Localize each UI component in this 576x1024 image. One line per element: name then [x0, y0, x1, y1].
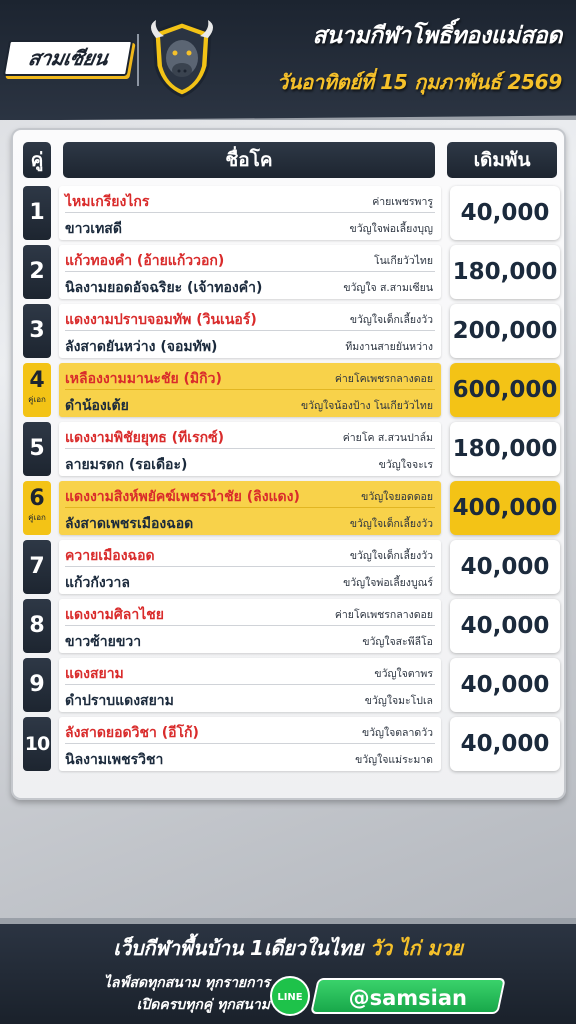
main-event-tag: คู่เอก	[28, 513, 46, 522]
match-number	[23, 717, 51, 771]
bet-amount: 40,000	[450, 658, 560, 712]
blue-bull-name: แก้วกังวาล	[65, 575, 130, 591]
blue-bull-name: ลายมรดก (รอเดือะ)	[65, 457, 188, 473]
blue-bull-camp: ขวัญใจมะโปเล	[364, 695, 433, 707]
match-number-value: 8	[29, 613, 45, 638]
matchup-names	[59, 245, 441, 299]
matchup-names	[59, 422, 441, 476]
red-bull-name: แดงงามปราบจอมทัพ (วินเนอร์)	[65, 312, 257, 328]
blue-bull-camp: ขวัญใจสะพีลีโอ	[362, 636, 433, 648]
bet-amount: 200,000	[450, 304, 560, 358]
match-number	[23, 422, 51, 476]
matchup-names	[59, 599, 441, 653]
red-bull-camp: ขวัญใจเด็กเลี้ยงวัว	[349, 550, 433, 562]
blue-bull-name: ขาวซ้ายขวา	[65, 634, 142, 650]
match-number	[23, 186, 51, 240]
footer-banner	[0, 924, 576, 1024]
matchup-names	[59, 363, 441, 417]
red-corner	[65, 245, 435, 272]
blue-bull-camp: ขวัญใจน้องป้าง โนเกียวัวไทย	[301, 400, 433, 412]
bet-amount: 40,000	[450, 599, 560, 653]
red-bull-camp: ขวัญใจเด็กเลี้ยงวัว	[349, 314, 433, 326]
logo-divider	[137, 34, 139, 86]
table-row	[13, 540, 568, 594]
line-handle-text: @samsian	[348, 986, 467, 1010]
red-bull-name: แดงสยาม	[65, 666, 124, 682]
bull-mascot-icon	[146, 16, 218, 100]
red-corner	[65, 481, 435, 508]
line-app-icon[interactable]: LINE	[270, 976, 310, 1016]
red-bull-camp: ค่ายโคเพชรกลางดอย	[334, 373, 433, 385]
blue-bull-name: ลังสาดเพชรเมืองฉอด	[65, 516, 194, 532]
blue-bull-name: ดำน้องเต้ย	[65, 398, 129, 414]
header-banner	[0, 0, 576, 120]
red-bull-camp: ค่ายเพชรพารู	[372, 196, 433, 208]
bet-amount: 600,000	[450, 363, 560, 417]
blue-corner	[65, 567, 435, 594]
red-corner	[65, 599, 435, 626]
blue-bull-camp: ขวัญใจจะเร	[378, 459, 433, 471]
blue-bull-camp: ขวัญใจเด็กเลี้ยงวัว	[349, 518, 433, 530]
blue-corner	[65, 390, 435, 417]
red-bull-camp: ขวัญใจยอดดอย	[361, 491, 433, 503]
table-row	[13, 245, 568, 299]
table-row	[13, 599, 568, 653]
table-row	[13, 481, 568, 535]
table-row	[13, 422, 568, 476]
match-number-value: 4	[29, 368, 45, 393]
event-date: วันอาทิตย์ที่ 15 กุมภาพันธ์ 2569	[276, 70, 562, 94]
blue-corner	[65, 331, 435, 358]
red-bull-name: แก้วทองคำ (อ้ายแก้ววอก)	[65, 253, 225, 269]
red-corner	[65, 540, 435, 567]
red-bull-camp: ค่ายโคเพชรกลางดอย	[334, 609, 433, 621]
red-corner	[65, 186, 435, 213]
blue-corner	[65, 272, 435, 299]
matchup-names	[59, 186, 441, 240]
red-corner	[65, 658, 435, 685]
match-number	[23, 304, 51, 358]
blue-corner	[65, 508, 435, 535]
blue-bull-camp: ขวัญใจ ส.สามเซียน	[343, 282, 433, 294]
bet-amount: 40,000	[450, 186, 560, 240]
slogan	[0, 932, 576, 964]
red-corner	[65, 422, 435, 449]
match-number	[23, 363, 51, 417]
slogan-main: เว็บกีฬาพื้นบ้าน 1เดียวในไทย	[113, 936, 364, 960]
match-number-value: 9	[29, 672, 45, 697]
matchup-names	[59, 658, 441, 712]
blue-corner	[65, 626, 435, 653]
blue-bull-name: นิลงามเพชรวิชา	[65, 752, 164, 768]
red-corner	[65, 304, 435, 331]
blue-corner	[65, 685, 435, 712]
bet-amount: 180,000	[450, 422, 560, 476]
blue-corner	[65, 449, 435, 476]
red-bull-name: แดงงามศิลาไชย	[65, 607, 164, 623]
main-event-tag: คู่เอก	[28, 395, 46, 404]
match-number-value: 5	[29, 436, 45, 461]
slogan-tags: วัว ไก่ มวย	[369, 936, 463, 960]
red-bull-name: แดงงามสิงห์พยัคฆ์เพชรนำชัย (ลิงแดง)	[65, 489, 300, 505]
blue-bull-camp: ขวัญใจแม่ระมาด	[355, 754, 433, 766]
match-number	[23, 540, 51, 594]
match-number-value: 6	[29, 486, 45, 511]
fight-card-table	[11, 128, 566, 800]
match-number	[23, 658, 51, 712]
red-bull-name: ไหมเกรียงไกร	[65, 194, 150, 210]
matchup-names	[59, 540, 441, 594]
red-corner	[65, 363, 435, 390]
footer-subtext-live: ไลฟ์สดทุกสนาม ทุกรายการ	[103, 975, 270, 991]
blue-bull-camp: ขวัญใจพ่อเลี้ยงบุญ	[349, 223, 433, 235]
match-number-value: 2	[29, 259, 45, 284]
blue-corner	[65, 744, 435, 771]
matchup-names	[59, 304, 441, 358]
table-row	[13, 363, 568, 417]
matchup-names	[59, 717, 441, 771]
blue-bull-name: ลังสาดยันหว่าง (จอมทัพ)	[65, 339, 218, 355]
match-number-value: 1	[29, 200, 45, 225]
column-header-number: คู่	[23, 142, 51, 178]
red-bull-camp: ค่ายโค ส.สวนปาล์ม	[342, 432, 433, 444]
red-bull-name: ลังสาดยอดวิชา (อีโก้)	[65, 725, 199, 741]
match-number	[23, 245, 51, 299]
red-bull-name: ควายเมืองฉอด	[65, 548, 155, 564]
bet-amount: 180,000	[450, 245, 560, 299]
red-bull-name: แดงงามพิชัยยุทธ (ทีเรกซ์)	[65, 430, 224, 446]
column-header-bet: เดิมพัน	[447, 142, 557, 178]
table-row	[13, 186, 568, 240]
red-bull-name: เหลืองงามมานะชัย (มิกิว)	[65, 371, 222, 387]
blue-bull-camp: ขวัญใจพ่อเลี้ยงบูณร์	[343, 577, 433, 589]
red-corner	[65, 717, 435, 744]
blue-bull-name: นิลงามยอดอัจฉริยะ (เจ้าทองคำ)	[65, 280, 263, 296]
matchup-names	[59, 481, 441, 535]
blue-bull-name: ขาวเทสดี	[65, 221, 122, 237]
red-bull-camp: โนเกียวัวไทย	[373, 255, 433, 267]
table-row	[13, 717, 568, 771]
blue-bull-camp: ทีมงานสายยันหว่าง	[345, 341, 433, 353]
venue-title: สนามกีฬาโพธิ์ทองแม่สอด	[312, 23, 562, 49]
match-number-value: 3	[29, 318, 45, 343]
bet-amount: 40,000	[450, 540, 560, 594]
match-number-value: 7	[29, 554, 45, 579]
red-bull-camp: ขวัญใจตลาดวัว	[361, 727, 433, 739]
blue-bull-name: ดำปราบแดงสยาม	[65, 693, 174, 709]
match-number-value: 10	[24, 733, 50, 755]
table-row	[13, 304, 568, 358]
column-header-names: ชื่อโค	[63, 142, 435, 178]
match-number	[23, 599, 51, 653]
footer-subtext-all-matches: เปิดครบทุกคู่ ทุกสนาม	[136, 997, 270, 1013]
match-number	[23, 481, 51, 535]
bet-amount: 40,000	[450, 717, 560, 771]
line-handle-button[interactable]	[310, 978, 506, 1014]
table-row	[13, 658, 568, 712]
red-bull-camp: ขวัญใจตาพร	[374, 668, 433, 680]
blue-corner	[65, 213, 435, 240]
bet-amount: 400,000	[450, 481, 560, 535]
brand-logo: สามเซียน	[3, 40, 133, 76]
